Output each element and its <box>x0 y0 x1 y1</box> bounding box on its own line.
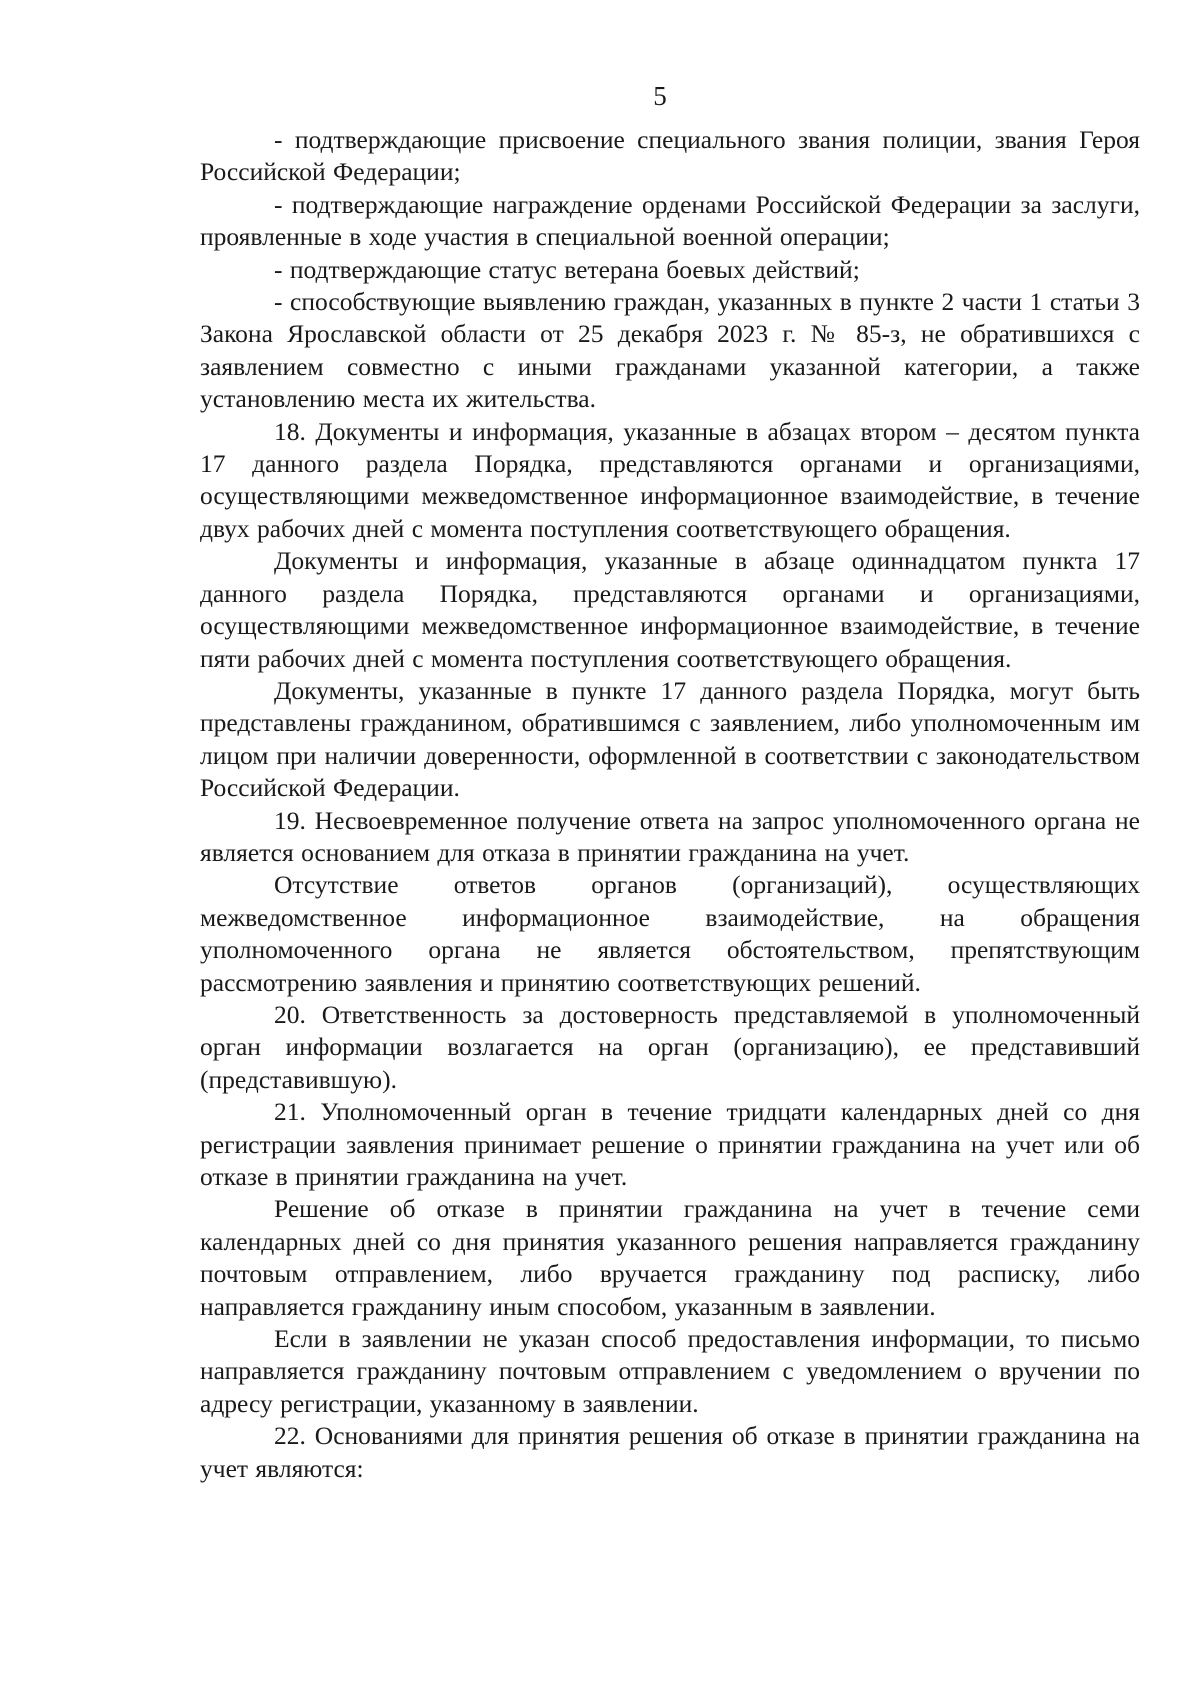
document-body <box>200 124 1140 1485</box>
paragraph-item-21: 21. Уполномоченный орган в течение тридцати календарных дней со дня регистрации заявления принимает решение о принятии гражданина на учет или об отказе в принятии гражданина на учет. <box>200 1097 1140 1191</box>
paragraph: - способствующие выявлению граждан, указанных в пункте 2 части 1 статьи 3 Закона Ярославской области от 25 декабря 2023 г. № 85-з, не обратившихся с заявлением совместно с иными гражданами указанной категории, а также установлению места их жительства. <box>200 287 1140 414</box>
paragraph-item-19: 19. Несвоевременное получение ответа на запрос уполномоченного органа не является основанием для отказа в принятии гражданина на учет. <box>200 805 1140 867</box>
paragraph: - подтверждающие статус ветерана боевых действий; <box>274 254 860 284</box>
paragraph: Если в заявлении не указан способ предоставления информации, то письмо направляется гражданину почтовым отправлением с уведомлением о вручении по адресу регистрации, указанному в заявлении. <box>200 1324 1140 1418</box>
page-number: 5 <box>653 81 667 111</box>
paragraph-item-22: 22. Основаниями для принятия решения об отказе в принятии гражданина на учет являются: <box>200 1421 1140 1483</box>
paragraph: Отсутствие ответов органов (организаций), осуществляющих межведомственное информационное взаимодействие, на обращения уполномоченного органа не является обстоятельством, препятствующим рассмотрению заявления и принятию соответствующих решений. <box>200 870 1140 997</box>
paragraph: - подтверждающие присвоение специального звания полиции, звания Героя Российской Федерации; <box>200 125 1140 187</box>
paragraph: - подтверждающие награждение орденами Российской Федерации за заслуги, проявленные в ходе участия в специальной военной операции; <box>200 189 1140 252</box>
paragraph-item-18: 18. Документы и информация, указанные в абзацах втором – десятом пункта 17 данного раздела Порядка, представляются органами и организациями, осуществляющими межведомственное информационное взаимодействие, в течение двух рабочих дней с момента поступления соответствующего обращения. <box>200 416 1140 543</box>
paragraph: Документы, указанные в пункте 17 данного раздела Порядка, могут быть представлены гражданином, обратившимся с заявлением, либо уполномоченным им лицом при наличии доверенности, оформленной в соответствии с законодательством Российской Федерации. <box>200 675 1140 803</box>
paragraph-item-20: 20. Ответственность за достоверность представляемой в уполномоченный орган информации возлагается на орган (организацию), ее представивший (представившую). <box>200 999 1140 1094</box>
paragraph: Документы и информация, указанные в абзаце одиннадцатом пункта 17 данного раздела Порядка, представляются органами и организациями, осуществляющими межведомственное информационное взаимодействие, в течение пяти рабочих дней с момента поступления соответствующего обращения. <box>200 546 1140 673</box>
paragraph: Решение об отказе в принятии гражданина на учет в течение семи календарных дней со дня принятия указанного решения направляется гражданину почтовым отправлением, либо вручается гражданину под расписку, либо направляется гражданину иным способом, указанным в заявлении. <box>200 1194 1140 1321</box>
